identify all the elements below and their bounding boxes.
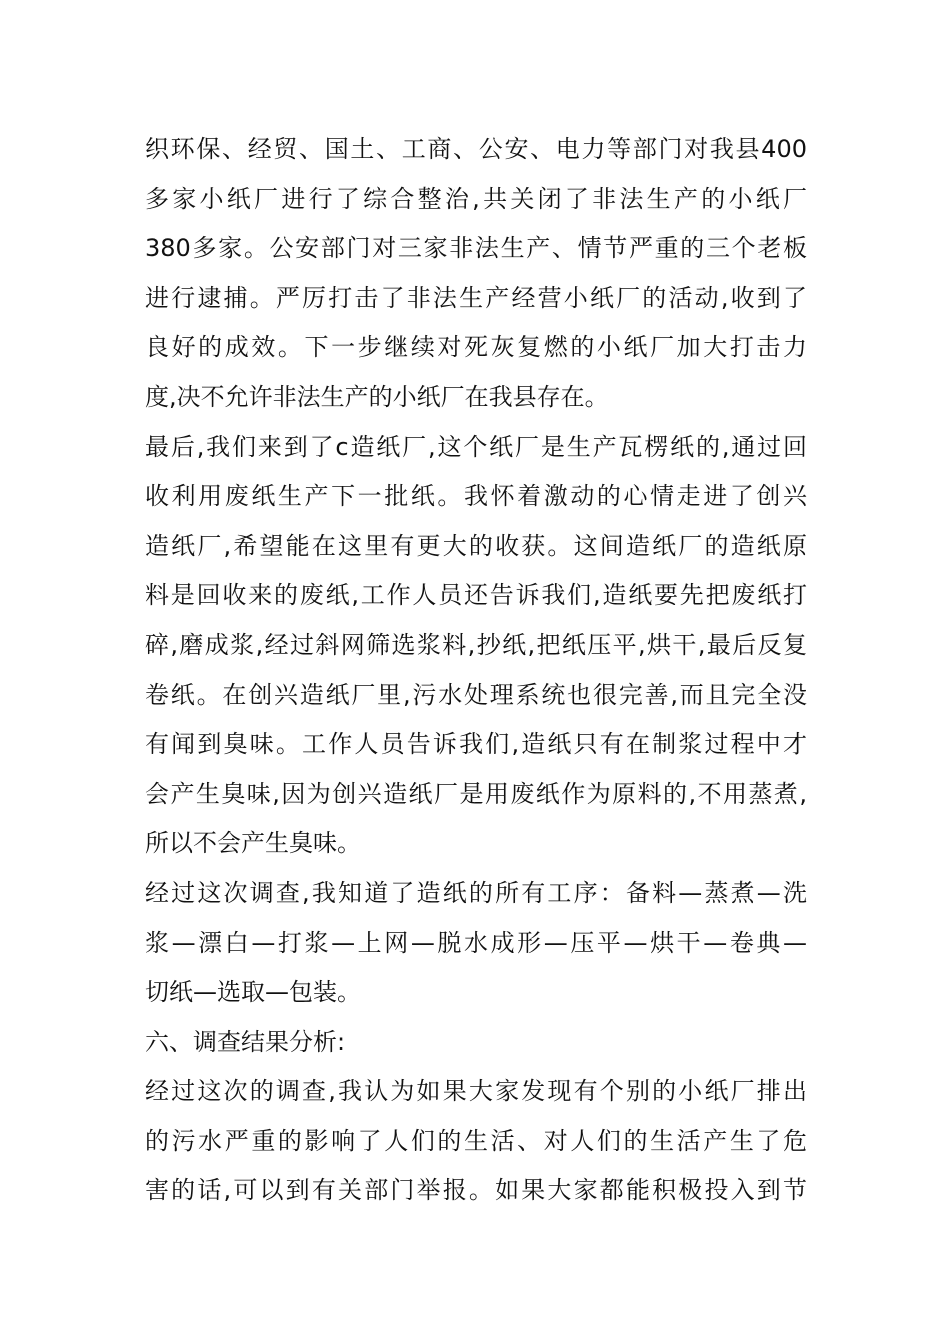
text-line: 的污水严重的影响了人们的生活、对人们的生活产生了危 [145, 1126, 807, 1155]
text-line: 380多家。公安部门对三家非法生产、情节严重的三个老板 [145, 234, 807, 263]
text-line: 度,决不允许非法生产的小纸厂在我县存在。 [145, 382, 609, 411]
text-line: 进行逮捕。严厉打击了非法生产经营小纸厂的活动,收到了 [145, 283, 807, 312]
paragraph [145, 423, 807, 869]
text-line: 会产生臭味,因为创兴造纸厂是用废纸作为原料的,不用蒸煮, [145, 779, 807, 808]
text-line: 切纸—选取—包装。 [145, 978, 361, 1007]
text-line: 良好的成效。下一步继续对死灰复燃的小纸厂加大打击力 [145, 333, 807, 362]
text-line: 碎,磨成浆,经过斜网筛选浆料,抄纸,把纸压平,烘干,最后反复 [145, 630, 807, 659]
text-line: 料是回收来的废纸,工作人员还告诉我们,造纸要先把废纸打 [145, 581, 807, 610]
text-line: 所以不会产生臭味。 [145, 829, 361, 858]
text-line: 织环保、经贸、国土、工商、公安、电力等部门对我县400 [145, 135, 807, 163]
paragraph [145, 1018, 807, 1068]
text-line: 多家小纸厂进行了综合整治,共关闭了非法生产的小纸厂 [145, 184, 807, 213]
text-line: 经过这次的调查,我认为如果大家发现有个别的小纸厂排出 [145, 1077, 807, 1106]
text-line: 六、调查结果分析: [145, 1027, 346, 1056]
paragraph [145, 125, 807, 423]
text-line: 造纸厂,希望能在这里有更大的收获。这间造纸厂的造纸原 [145, 531, 807, 560]
paragraph [145, 1067, 807, 1216]
text-line: 浆—漂白—打浆—上网—脱水成形—压平—烘干—卷典— [145, 928, 807, 957]
text-line: 有闻到臭味。工作人员告诉我们,造纸只有在制浆过程中才 [145, 730, 807, 759]
text-line: 最后,我们来到了c造纸厂,这个纸厂是生产瓦楞纸的,通过回 [145, 432, 807, 461]
paragraph [145, 869, 807, 1018]
text-line: 卷纸。在创兴造纸厂里,污水处理系统也很完善,而且完全没 [145, 680, 807, 709]
document-page [145, 125, 807, 1216]
text-line: 害的话,可以到有关部门举报。如果大家都能积极投入到节 [145, 1176, 807, 1205]
text-line: 经过这次调查,我知道了造纸的所有工序：备料—蒸煮—洗 [145, 878, 807, 907]
text-line: 收利用废纸生产下一批纸。我怀着激动的心情走进了创兴 [145, 482, 807, 511]
